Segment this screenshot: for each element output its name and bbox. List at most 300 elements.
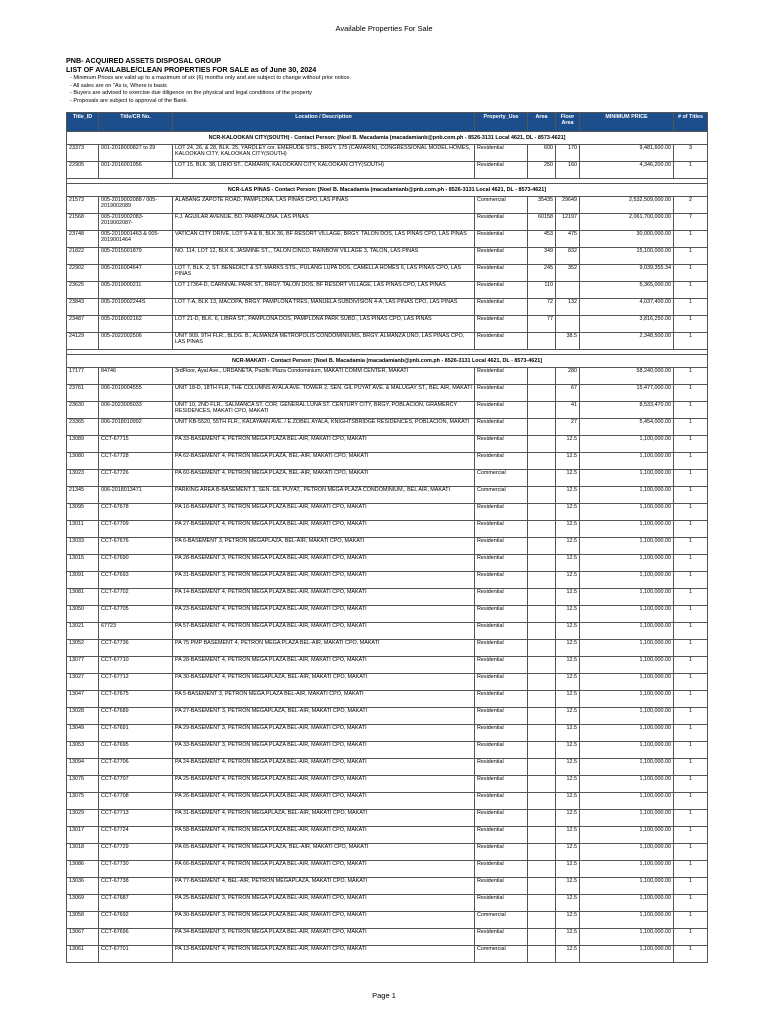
- cell-property-use: Commercial: [475, 470, 528, 487]
- cell-minimum-price: 1,100,000.00: [580, 725, 674, 742]
- cell-title-id: 13027: [67, 674, 99, 691]
- cell-location: UNIT 909, 9TH FLR., BLDG. B., ALMANZA METROPOLIS CONDOMINIUMS, BRGY. ALMANZA UNO, LAS PINAS CPO, LAS PINAS: [173, 333, 475, 350]
- cell-num-titles: 1: [674, 742, 708, 759]
- table-header-row: [67, 113, 708, 132]
- cell-title-cr-no: CCT-67738: [99, 878, 173, 895]
- cell-floor-area: 12.5: [556, 487, 580, 504]
- cell-property-use: Residential: [475, 572, 528, 589]
- col-header-title-cr-no: Title/CR No.: [99, 113, 173, 132]
- cell-num-titles: 1: [674, 725, 708, 742]
- table-row: [67, 162, 708, 179]
- cell-title-cr-no: CCT-67728: [99, 453, 173, 470]
- cell-num-titles: 1: [674, 333, 708, 350]
- cell-property-use: Residential: [475, 929, 528, 946]
- cell-minimum-price: 1,100,000.00: [580, 521, 674, 538]
- cell-num-titles: 1: [674, 299, 708, 316]
- cell-minimum-price: 1,100,000.00: [580, 810, 674, 827]
- cell-num-titles: 1: [674, 231, 708, 248]
- cell-title-cr-no: CCT-67709: [99, 521, 173, 538]
- cell-title-id: 13015: [67, 555, 99, 572]
- cell-title-cr-no: CCT-67687: [99, 895, 173, 912]
- cell-location: LOT 7-A, BLK 13, MACOPA, BRGY. PAMPLONA TRES, MANUELA SUBDIVISION 4-A, LAS PINAS CPO, LAS PINAS: [173, 299, 475, 316]
- cell-num-titles: 1: [674, 929, 708, 946]
- cell-location: PA 29-BASEMENT 3, PETRON MEGA PLAZA BEL-AIR, MAKATI CPO, MAKATI: [173, 725, 475, 742]
- cell-title-cr-no: 001-2018000827 to 29: [99, 145, 173, 162]
- cell-floor-area: 12.5: [556, 589, 580, 606]
- cell-title-id: 23487: [67, 316, 99, 333]
- cell-location: PA 24-BASEMENT 4, PETRON MEGA PLAZA BEL-AIR, MAKATI CPO, MAKATI: [173, 759, 475, 776]
- cell-title-cr-no: CCT-67726: [99, 470, 173, 487]
- col-header-minimum-price: MINIMUM PRICE: [580, 113, 674, 132]
- cell-title-cr-no: CCT-67712: [99, 674, 173, 691]
- cell-minimum-price: 1,100,000.00: [580, 844, 674, 861]
- cell-property-use: Residential: [475, 504, 528, 521]
- cell-num-titles: 1: [674, 248, 708, 265]
- cell-area: [528, 827, 556, 844]
- cell-floor-area: 12.5: [556, 504, 580, 521]
- cell-location: PA 62-BASEMENT 4, PETRON MEGA PLAZA, BEL-AIR, MAKATI CPO, MAKATI: [173, 453, 475, 470]
- table-row: [67, 282, 708, 299]
- cell-minimum-price: 1,100,000.00: [580, 674, 674, 691]
- col-header-title-id: Title_ID: [67, 113, 99, 132]
- cell-minimum-price: 1,100,000.00: [580, 708, 674, 725]
- table-row: [67, 895, 708, 912]
- table-row: [67, 572, 708, 589]
- cell-num-titles: 1: [674, 844, 708, 861]
- cell-num-titles: 1: [674, 453, 708, 470]
- cell-property-use: Residential: [475, 810, 528, 827]
- table-row: [67, 402, 708, 419]
- cell-title-id: 22905: [67, 162, 99, 179]
- cell-title-id: 13036: [67, 878, 99, 895]
- cell-title-id: 17177: [67, 368, 99, 385]
- cell-area: [528, 810, 556, 827]
- cell-location: PA 77-BASEMENT 4, BEL-AIR, PETRON MEGAPLAZA, MAKATI CPO, MAKATI: [173, 878, 475, 895]
- cell-minimum-price: 1,100,000.00: [580, 657, 674, 674]
- cell-area: [528, 674, 556, 691]
- cell-area: 349: [528, 248, 556, 265]
- cell-floor-area: 12.5: [556, 521, 580, 538]
- cell-title-id: 22902: [67, 265, 99, 282]
- cell-title-cr-no: 005-2022002506: [99, 333, 173, 350]
- cell-minimum-price: 1,100,000.00: [580, 487, 674, 504]
- cell-title-id: 13018: [67, 844, 99, 861]
- cell-floor-area: 12.5: [556, 810, 580, 827]
- cell-location: PA 60-BASEMENT 4, PETRON MEGA PLAZA, BEL-AIR, MAKATI CPO, MAKATI: [173, 470, 475, 487]
- group-header-row: [67, 184, 708, 197]
- cell-property-use: Residential: [475, 725, 528, 742]
- cell-minimum-price: 1,100,000.00: [580, 538, 674, 555]
- cell-location: UNIT 18-D, 18TH FLR, THE COLUMNS AYALA AVE. TOWER 2, SEN. GIL PUYAT AVE. & MALUGAY ST., BEL AIR, MAKATI: [173, 385, 475, 402]
- cell-area: 35435: [528, 197, 556, 214]
- table-row: [67, 861, 708, 878]
- cell-minimum-price: 2,061,700,000.00: [580, 214, 674, 231]
- cell-num-titles: 1: [674, 385, 708, 402]
- cell-num-titles: 1: [674, 759, 708, 776]
- org-name: PNB- ACQUIRED ASSETS DISPOSAL GROUP: [66, 56, 222, 65]
- cell-title-id: 13076: [67, 776, 99, 793]
- table-row: [67, 368, 708, 385]
- table-row: [67, 265, 708, 282]
- cell-location: LOT 15, BLK. 38, LIRIO ST., CAMARIN, KALOOKAN CITY, KALOOKAN CITY(SOUTH): [173, 162, 475, 179]
- cell-property-use: Residential: [475, 708, 528, 725]
- cell-title-cr-no: CCT-67676: [99, 538, 173, 555]
- cell-title-cr-no: 005-2019000211: [99, 282, 173, 299]
- cell-title-cr-no: 005-2019002244S: [99, 299, 173, 316]
- cell-num-titles: 1: [674, 436, 708, 453]
- cell-area: [528, 368, 556, 385]
- cell-title-id: 13052: [67, 640, 99, 657]
- cell-area: 72: [528, 299, 556, 316]
- table-body: [67, 132, 708, 963]
- cell-title-cr-no: 006-2019004555: [99, 385, 173, 402]
- cell-minimum-price: 5,365,000.00: [580, 282, 674, 299]
- col-header-area: Area: [528, 113, 556, 132]
- cell-floor-area: 132: [556, 299, 580, 316]
- cell-title-cr-no: 005-2015001879: [99, 248, 173, 265]
- cell-title-id: 23630: [67, 402, 99, 419]
- cell-num-titles: 1: [674, 912, 708, 929]
- cell-minimum-price: 2,532,509,000.00: [580, 197, 674, 214]
- table-row: [67, 742, 708, 759]
- cell-area: [528, 691, 556, 708]
- cell-area: [528, 538, 556, 555]
- cell-num-titles: 1: [674, 368, 708, 385]
- cell-property-use: Residential: [475, 538, 528, 555]
- cell-title-cr-no: CCT-67710: [99, 657, 173, 674]
- cell-property-use: Residential: [475, 589, 528, 606]
- cell-floor-area: 12.5: [556, 946, 580, 963]
- cell-property-use: Residential: [475, 162, 528, 179]
- table-row: [67, 214, 708, 231]
- cell-minimum-price: 1,100,000.00: [580, 878, 674, 895]
- cell-location: PA 5-BASEMENT 3, PETRON MEGA PLAZA BEL-AIR, MAKATI CPO, MAKATI: [173, 691, 475, 708]
- cell-area: [528, 708, 556, 725]
- cell-minimum-price: 1,100,000.00: [580, 776, 674, 793]
- cell-area: [528, 419, 556, 436]
- cell-title-cr-no: CCT-67701: [99, 946, 173, 963]
- cell-area: 60158: [528, 214, 556, 231]
- cell-title-id: 13095: [67, 504, 99, 521]
- cell-property-use: Residential: [475, 248, 528, 265]
- cell-area: [528, 436, 556, 453]
- cell-minimum-price: 8,533,470.00: [580, 402, 674, 419]
- table-row: [67, 248, 708, 265]
- cell-floor-area: 41: [556, 402, 580, 419]
- cell-location: UNIT KB-5520, 55TH FLR., KALAYAAN AVE. / E.ZOBEL AYALA, KNIGHTSBRIDGE RESIDENCES, POBLACION, MAKATI: [173, 419, 475, 436]
- cell-num-titles: 1: [674, 162, 708, 179]
- cell-minimum-price: 4,346,200.00: [580, 162, 674, 179]
- cell-title-cr-no: CCT-67708: [99, 793, 173, 810]
- table-row: [67, 521, 708, 538]
- cell-minimum-price: 1,100,000.00: [580, 640, 674, 657]
- cell-area: [528, 725, 556, 742]
- cell-property-use: Residential: [475, 793, 528, 810]
- table-row: [67, 674, 708, 691]
- cell-floor-area: 38.5: [556, 333, 580, 350]
- cell-location: 3rdFloor, Ayal Ave., URDANETA, Pacific Plaza Condominium, MAKATI COMM CENTER, MAKATI: [173, 368, 475, 385]
- table-row: [67, 504, 708, 521]
- cell-title-cr-no: 005-2019002083-2019002087-: [99, 214, 173, 231]
- cell-title-cr-no: CCT-67689: [99, 708, 173, 725]
- cell-property-use: Residential: [475, 282, 528, 299]
- cell-num-titles: 1: [674, 282, 708, 299]
- table-row: [67, 759, 708, 776]
- cell-floor-area: 12.5: [556, 844, 580, 861]
- cell-property-use: Commercial: [475, 487, 528, 504]
- col-header-floor-area: Floor Area: [556, 113, 580, 132]
- cell-property-use: Residential: [475, 827, 528, 844]
- cell-location: LOT 24, 26, & 28, BLK. 25, YARDLEY cor. EMERUDE STS., BRGY. 175 (CAMARIN), CONGRESSIONAL MODEL HOMES, KALOOKAN CITY, KALOOKAN CITY(SOUTH): [173, 145, 475, 162]
- cell-num-titles: 3: [674, 145, 708, 162]
- table-row: [67, 691, 708, 708]
- cell-floor-area: 12.5: [556, 725, 580, 742]
- cell-floor-area: 832: [556, 248, 580, 265]
- cell-minimum-price: 1,100,000.00: [580, 691, 674, 708]
- group-contact-label: NCR-KALOOKAN CITY(SOUTH) - Contact Person: [Noel B. Macadamia (macadamianb@pnb.com.ph - 8526-3131 Local 4621, DL - 8573-4621]: [67, 132, 708, 145]
- cell-area: [528, 470, 556, 487]
- cell-title-cr-no: CCT-67736: [99, 640, 173, 657]
- cell-area: [528, 742, 556, 759]
- cell-minimum-price: 1,100,000.00: [580, 793, 674, 810]
- cell-title-cr-no: 006-2018013471: [99, 487, 173, 504]
- cell-title-id: 13011: [67, 521, 99, 538]
- cell-property-use: Residential: [475, 895, 528, 912]
- cell-location: PA 75 PMP BASEMENT 4, PETRON MEGA PLAZA BEL-AIR, MAKATI CPO, MAKATI: [173, 640, 475, 657]
- cell-location: PA 30-BASEMENT 4, PETRON MEGAPLAZA, BEL-AIR, MAKATI CPO, MAKATI: [173, 674, 475, 691]
- cell-num-titles: 1: [674, 316, 708, 333]
- cell-title-cr-no: CCT-67693: [99, 572, 173, 589]
- table-row: [67, 827, 708, 844]
- cell-location: PA 23-BASEMENT 4, PETRON MEGA PLAZA BEL-AIR, MAKATI CPO, MAKATI: [173, 606, 475, 623]
- col-header-property-use: Property_Use: [475, 113, 528, 132]
- cell-property-use: Residential: [475, 555, 528, 572]
- cell-floor-area: 12197: [556, 214, 580, 231]
- cell-title-id: 24129: [67, 333, 99, 350]
- cell-location: PA 34-BASEMENT 3, PETRON MEGA PLAZA BEL-AIR, MAKATI CPO, MAKATI: [173, 929, 475, 946]
- cell-title-id: 13058: [67, 912, 99, 929]
- cell-area: [528, 861, 556, 878]
- cell-area: [528, 844, 556, 861]
- cell-area: 453: [528, 231, 556, 248]
- group-contact-label: NCR-LAS PINAS - Contact Person: [Noel B. Macadamia (macadamianb@pnb.com.ph - 8526-3131 Local 4621, DL - 8573-4621]: [67, 184, 708, 197]
- cell-title-cr-no: CCT-67690: [99, 555, 173, 572]
- cell-minimum-price: 1,100,000.00: [580, 470, 674, 487]
- cell-property-use: Residential: [475, 640, 528, 657]
- cell-floor-area: 12.5: [556, 742, 580, 759]
- cell-title-id: 13017: [67, 827, 99, 844]
- cell-title-id: 13061: [67, 946, 99, 963]
- cell-property-use: Residential: [475, 521, 528, 538]
- cell-area: [528, 555, 556, 572]
- cell-floor-area: 12.5: [556, 657, 580, 674]
- cell-num-titles: 1: [674, 487, 708, 504]
- cell-property-use: Residential: [475, 299, 528, 316]
- cell-location: LOT 21-D, BLK. 6, LIBRA ST., PAMPLONA DOS, PAMPLONA PARK SUBD., LAS PINAS CPO, LAS PINAS: [173, 316, 475, 333]
- cell-title-id: 13049: [67, 725, 99, 742]
- cell-floor-area: 12.5: [556, 759, 580, 776]
- cell-title-id: 23843: [67, 299, 99, 316]
- cell-location: PA 6-BASEMENT 3, PETRON MEGAPLAZA, BEL-AIR, MAKATI CPO, MAKATI: [173, 538, 475, 555]
- cell-num-titles: 1: [674, 674, 708, 691]
- cell-location: PA 25-BASEMENT 4, PETRON MEGA PLAZA BEL-AIR, MAKATI CPO, MAKATI: [173, 776, 475, 793]
- cell-minimum-price: 4,037,400.00: [580, 299, 674, 316]
- cell-property-use: Residential: [475, 385, 528, 402]
- cell-location: PA 14-BASEMENT 4, PETRON MEGA PLAZA BEL-AIR, MAKATI CPO, MAKATI: [173, 589, 475, 606]
- cell-floor-area: 160: [556, 162, 580, 179]
- cell-floor-area: 12.5: [556, 861, 580, 878]
- group-contact-label: NCR-MAKATI - Contact Person: [Noel B. Macadamia (macadamianb@pnb.com.ph - 8526-3131 Local 4621, DL - 8573-4621]: [67, 355, 708, 368]
- cell-location: PA 16-BASEMENT 3, PETRON MEGA PLAZA BEL-AIR, MAKATI CPO, MAKATI: [173, 504, 475, 521]
- table-row: [67, 878, 708, 895]
- cell-area: [528, 895, 556, 912]
- cell-floor-area: 67: [556, 385, 580, 402]
- cell-title-id: 13047: [67, 691, 99, 708]
- cell-minimum-price: 5,454,000.00: [580, 419, 674, 436]
- cell-title-cr-no: 005-2018002162: [99, 316, 173, 333]
- cell-title-cr-no: CCT-67696: [99, 929, 173, 946]
- cell-floor-area: 12.5: [556, 776, 580, 793]
- cell-location: PA 26-BASEMENT 4, PETRON MEGA PLAZA BEL-AIR, MAKATI CPO, MAKATI: [173, 793, 475, 810]
- cell-title-id: 13023: [67, 470, 99, 487]
- properties-table: [66, 112, 708, 963]
- cell-title-id: 21345: [67, 487, 99, 504]
- cell-floor-area: 12.5: [556, 912, 580, 929]
- cell-area: 250: [528, 162, 556, 179]
- cell-area: [528, 657, 556, 674]
- cell-minimum-price: 1,100,000.00: [580, 555, 674, 572]
- cell-property-use: Residential: [475, 844, 528, 861]
- cell-title-id: 13029: [67, 810, 99, 827]
- cell-title-cr-no: CCT-67707: [99, 776, 173, 793]
- cell-num-titles: 1: [674, 640, 708, 657]
- table-row: [67, 589, 708, 606]
- cell-title-id: 13075: [67, 793, 99, 810]
- cell-location: PA 65-BASEMENT 4, PETRON MEGA PLAZA, BEL-AIR, MAKATI CPO, MAKATI: [173, 844, 475, 861]
- table-row: [67, 725, 708, 742]
- cell-property-use: Residential: [475, 402, 528, 419]
- cell-location: VATICAN CITY DRIVE, LOT 9-A & B, BLK 36, BF RESORT VILLAGE, BRGY. TALON DOS, LAS PINAS CPO, LAS PINAS: [173, 231, 475, 248]
- cell-minimum-price: 1,100,000.00: [580, 436, 674, 453]
- table-row: [67, 844, 708, 861]
- cell-floor-area: 27: [556, 419, 580, 436]
- cell-floor-area: 12.5: [556, 555, 580, 572]
- cell-floor-area: 12.5: [556, 538, 580, 555]
- cell-minimum-price: 1,100,000.00: [580, 504, 674, 521]
- cell-title-cr-no: 005-2019002088 / 005-2019002089: [99, 197, 173, 214]
- cell-property-use: Residential: [475, 691, 528, 708]
- cell-property-use: Residential: [475, 368, 528, 385]
- cell-num-titles: 1: [674, 810, 708, 827]
- cell-minimum-price: 9,481,600.00: [580, 145, 674, 162]
- table-row: [67, 810, 708, 827]
- cell-property-use: Commercial: [475, 197, 528, 214]
- cell-title-cr-no: 005-2016004647: [99, 265, 173, 282]
- cell-num-titles: 1: [674, 572, 708, 589]
- cell-title-id: 13069: [67, 895, 99, 912]
- cell-title-cr-no: CCT-67675: [99, 691, 173, 708]
- cell-property-use: Residential: [475, 861, 528, 878]
- cell-num-titles: 1: [674, 708, 708, 725]
- cell-property-use: Residential: [475, 657, 528, 674]
- cell-property-use: Residential: [475, 759, 528, 776]
- cell-num-titles: 1: [674, 606, 708, 623]
- cell-title-id: 21573: [67, 197, 99, 214]
- cell-num-titles: 1: [674, 470, 708, 487]
- cell-area: [528, 521, 556, 538]
- table-row: [67, 436, 708, 453]
- cell-title-cr-no: CCT-67729: [99, 844, 173, 861]
- table-row: [67, 316, 708, 333]
- cell-location: PA 66-BASEMENT 4, PETRON MEGA PLAZA BEL-AIR, MAKATI CPO, MAKATI: [173, 861, 475, 878]
- cell-title-cr-no: 006-2018010992: [99, 419, 173, 436]
- cell-title-cr-no: CCT-67706: [99, 759, 173, 776]
- cell-floor-area: 12.5: [556, 640, 580, 657]
- cell-area: [528, 453, 556, 470]
- cell-minimum-price: 1,100,000.00: [580, 912, 674, 929]
- cell-title-cr-no: CCT-67724: [99, 827, 173, 844]
- cell-title-id: 23761: [67, 385, 99, 402]
- cell-title-cr-no: CCT-67692: [99, 912, 173, 929]
- cell-minimum-price: 1,100,000.00: [580, 946, 674, 963]
- cell-title-id: 21568: [67, 214, 99, 231]
- cell-num-titles: 1: [674, 265, 708, 282]
- cell-minimum-price: 15,477,000.00: [580, 385, 674, 402]
- cell-title-id: 13077: [67, 657, 99, 674]
- cell-floor-area: 12.5: [556, 708, 580, 725]
- cell-area: [528, 946, 556, 963]
- cell-location: NO. 114, LOT 12, BLK 6, JASMINE ST.,, TALON CINCO, RAINBOW VILLAGE 3, TALON, LAS PINAS: [173, 248, 475, 265]
- table-row: [67, 929, 708, 946]
- cell-num-titles: 1: [674, 776, 708, 793]
- cell-title-id: 13080: [67, 453, 99, 470]
- cell-location: PA 33-BASEMENT 3, PETRON MEGA PLAZA BEL-AIR, MAKATI CPO, MAKATI: [173, 742, 475, 759]
- table-row: [67, 657, 708, 674]
- cell-title-cr-no: CCT-67702: [99, 589, 173, 606]
- cell-num-titles: 1: [674, 589, 708, 606]
- cell-minimum-price: 1,100,000.00: [580, 453, 674, 470]
- cell-title-id: 13053: [67, 742, 99, 759]
- cell-area: [528, 606, 556, 623]
- table-row: [67, 145, 708, 162]
- cell-minimum-price: 15,100,000.00: [580, 248, 674, 265]
- cell-floor-area: 12.5: [556, 572, 580, 589]
- cell-floor-area: 12.5: [556, 623, 580, 640]
- page-number: Page 1: [372, 991, 396, 1000]
- cell-property-use: Residential: [475, 419, 528, 436]
- cell-location: PA 25-BASEMENT 3, PETRON MEGA PLAZA BEL-AIR, MAKATI CPO, MAKATI: [173, 895, 475, 912]
- cell-property-use: Residential: [475, 453, 528, 470]
- cell-property-use: Residential: [475, 436, 528, 453]
- cell-area: [528, 572, 556, 589]
- cell-floor-area: 12.5: [556, 895, 580, 912]
- cell-num-titles: 1: [674, 878, 708, 895]
- cell-floor-area: 12.5: [556, 793, 580, 810]
- cell-num-titles: 1: [674, 827, 708, 844]
- table-row: [67, 470, 708, 487]
- cell-floor-area: 12.5: [556, 470, 580, 487]
- table-row: [67, 453, 708, 470]
- cell-minimum-price: 1,100,000.00: [580, 759, 674, 776]
- cell-area: [528, 504, 556, 521]
- cell-title-id: 23748: [67, 231, 99, 248]
- cell-property-use: Residential: [475, 623, 528, 640]
- table-row: [67, 385, 708, 402]
- cell-floor-area: 280: [556, 368, 580, 385]
- table-row: [67, 538, 708, 555]
- cell-title-id: 23625: [67, 282, 99, 299]
- cell-floor-area: 12.5: [556, 827, 580, 844]
